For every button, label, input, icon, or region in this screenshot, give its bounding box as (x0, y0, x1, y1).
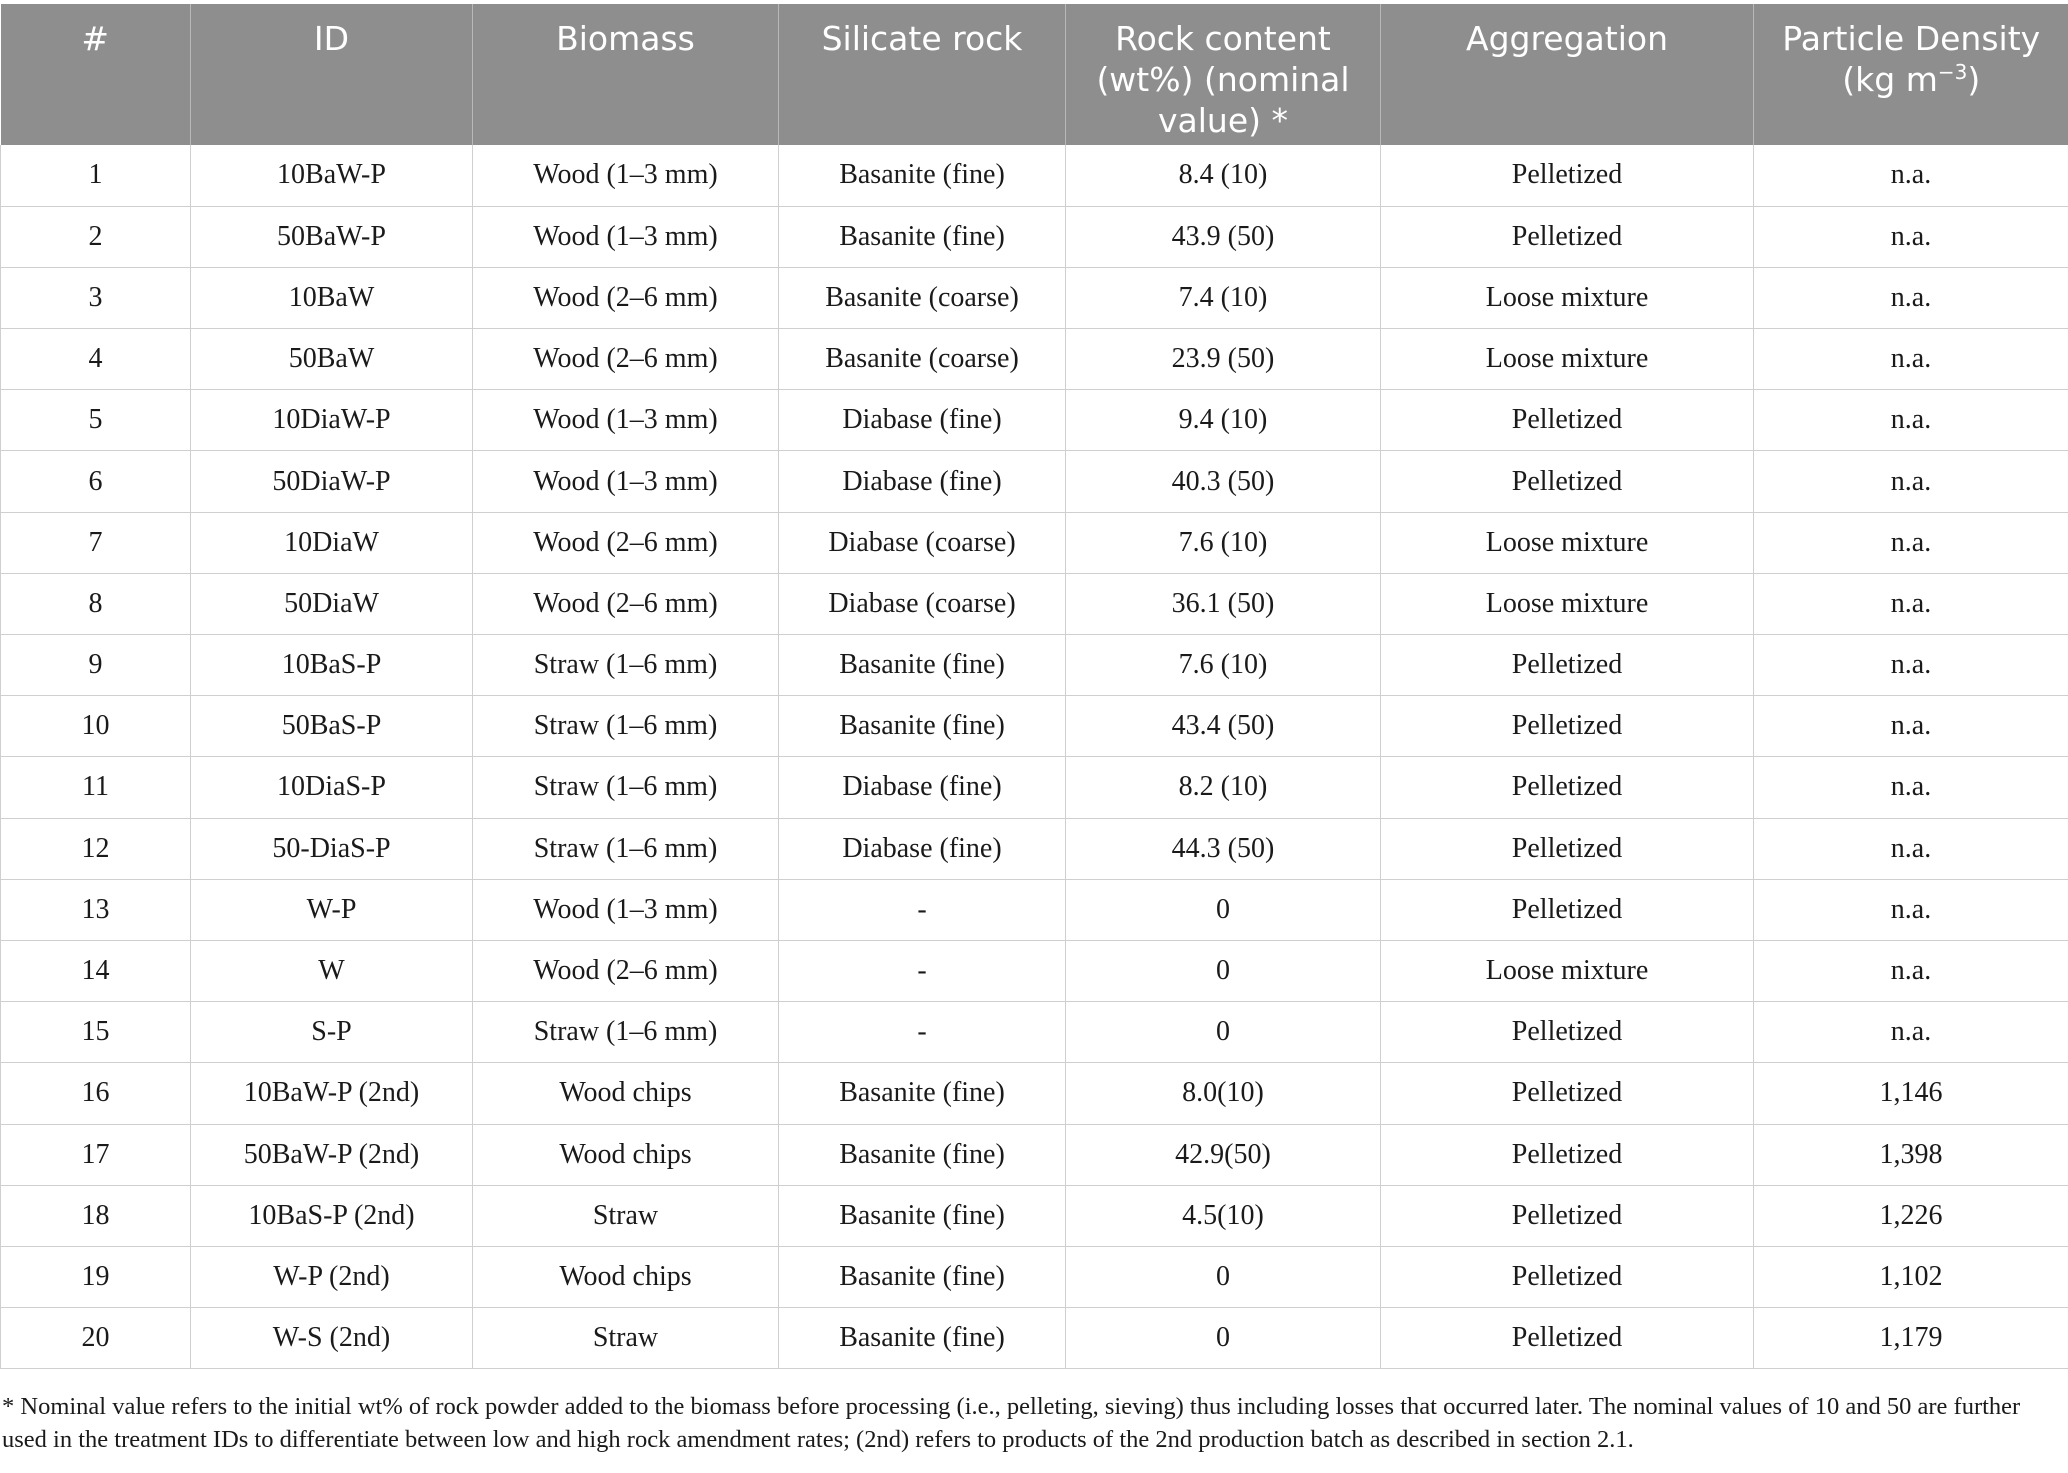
cell-biomass: Straw (1–6 mm) (473, 635, 779, 696)
cell-silicate-rock: Basanite (coarse) (779, 267, 1066, 328)
cell-number: 13 (1, 879, 191, 940)
cell-biomass: Straw (1–6 mm) (473, 818, 779, 879)
cell-particle-density: 1,226 (1754, 1185, 2068, 1246)
cell-aggregation: Pelletized (1381, 451, 1754, 512)
cell-aggregation: Pelletized (1381, 879, 1754, 940)
table-footnote: * Nominal value refers to the initial wt% of rock powder added to the biomass before processing (i.e., pelleting, sieving) thus including losses that occurred later. The nominal values of 10 and 50 are further used in the treatment IDs to differentiate between low and high rock amendment rates; (2nd) refers to products of the 2nd production batch as described in section 2.1. (2, 1393, 2021, 1453)
cell-number: 17 (1, 1124, 191, 1185)
header-number: # (1, 4, 191, 145)
cell-biomass: Wood (2–6 mm) (473, 573, 779, 634)
cell-biomass: Wood chips (473, 1246, 779, 1307)
cell-biomass: Straw (1–6 mm) (473, 757, 779, 818)
cell-particle-density: n.a. (1754, 451, 2068, 512)
table-row (1, 1246, 2068, 1307)
cell-number: 5 (1, 390, 191, 451)
cell-biomass: Wood (2–6 mm) (473, 512, 779, 573)
table-row (1, 757, 2068, 818)
cell-number: 20 (1, 1308, 191, 1369)
cell-rock-content: 8.4 (10) (1066, 145, 1381, 206)
cell-id: S-P (191, 1002, 473, 1063)
cell-particle-density: n.a. (1754, 696, 2068, 757)
cell-rock-content: 4.5(10) (1066, 1185, 1381, 1246)
cell-silicate-rock: Diabase (fine) (779, 390, 1066, 451)
samples-table (0, 4, 2068, 1369)
cell-particle-density: n.a. (1754, 390, 2068, 451)
cell-particle-density: n.a. (1754, 1002, 2068, 1063)
cell-number: 1 (1, 145, 191, 206)
cell-aggregation: Pelletized (1381, 635, 1754, 696)
cell-number: 18 (1, 1185, 191, 1246)
cell-silicate-rock: - (779, 940, 1066, 1001)
cell-aggregation: Pelletized (1381, 390, 1754, 451)
cell-rock-content: 36.1 (50) (1066, 573, 1381, 634)
cell-id: 50BaW-P (2nd) (191, 1124, 473, 1185)
table-row (1, 1063, 2068, 1124)
cell-aggregation: Pelletized (1381, 1308, 1754, 1369)
cell-silicate-rock: Basanite (fine) (779, 1063, 1066, 1124)
cell-particle-density: 1,102 (1754, 1246, 2068, 1307)
cell-particle-density: n.a. (1754, 757, 2068, 818)
cell-number: 15 (1, 1002, 191, 1063)
cell-rock-content: 0 (1066, 1246, 1381, 1307)
cell-id: 50BaS-P (191, 696, 473, 757)
cell-silicate-rock: Diabase (fine) (779, 818, 1066, 879)
table-row (1, 206, 2068, 267)
table-row (1, 818, 2068, 879)
cell-silicate-rock: Diabase (fine) (779, 451, 1066, 512)
cell-silicate-rock: Basanite (fine) (779, 1124, 1066, 1185)
cell-number: 19 (1, 1246, 191, 1307)
table-row (1, 879, 2068, 940)
cell-particle-density: n.a. (1754, 512, 2068, 573)
cell-aggregation: Pelletized (1381, 696, 1754, 757)
table-row (1, 696, 2068, 757)
cell-particle-density: 1,146 (1754, 1063, 2068, 1124)
table-row (1, 635, 2068, 696)
cell-rock-content: 8.0(10) (1066, 1063, 1381, 1124)
table-row (1, 390, 2068, 451)
cell-number: 16 (1, 1063, 191, 1124)
cell-number: 3 (1, 267, 191, 328)
cell-rock-content: 7.6 (10) (1066, 635, 1381, 696)
cell-number: 9 (1, 635, 191, 696)
header-rock-content: Rock content (wt%) (nominal value) * (1066, 4, 1381, 145)
table-body (1, 145, 2068, 1369)
cell-particle-density: 1,179 (1754, 1308, 2068, 1369)
cell-id: 50BaW (191, 329, 473, 390)
cell-id: 50BaW-P (191, 206, 473, 267)
cell-number: 6 (1, 451, 191, 512)
cell-rock-content: 42.9(50) (1066, 1124, 1381, 1185)
cell-biomass: Wood (1–3 mm) (473, 390, 779, 451)
cell-particle-density: n.a. (1754, 329, 2068, 390)
cell-aggregation: Loose mixture (1381, 940, 1754, 1001)
cell-id: 10DiaW-P (191, 390, 473, 451)
table-row (1, 512, 2068, 573)
table-row (1, 1308, 2068, 1369)
cell-rock-content: 43.4 (50) (1066, 696, 1381, 757)
cell-id: W-P (191, 879, 473, 940)
cell-particle-density: n.a. (1754, 940, 2068, 1001)
cell-id: 10DiaW (191, 512, 473, 573)
cell-id: 10BaW (191, 267, 473, 328)
cell-particle-density: n.a. (1754, 145, 2068, 206)
cell-aggregation: Pelletized (1381, 818, 1754, 879)
cell-id: 10BaW-P (191, 145, 473, 206)
cell-particle-density: n.a. (1754, 818, 2068, 879)
cell-particle-density: 1,398 (1754, 1124, 2068, 1185)
table-row (1, 329, 2068, 390)
cell-rock-content: 44.3 (50) (1066, 818, 1381, 879)
cell-silicate-rock: Basanite (fine) (779, 1308, 1066, 1369)
cell-rock-content: 0 (1066, 1308, 1381, 1369)
header-particle-density (1754, 4, 2068, 145)
header-aggregation: Aggregation (1381, 4, 1754, 145)
cell-silicate-rock: Basanite (fine) (779, 206, 1066, 267)
cell-biomass: Straw (1–6 mm) (473, 1002, 779, 1063)
cell-particle-density: n.a. (1754, 573, 2068, 634)
cell-aggregation: Loose mixture (1381, 267, 1754, 328)
table-row (1, 145, 2068, 206)
cell-rock-content: 23.9 (50) (1066, 329, 1381, 390)
cell-aggregation: Pelletized (1381, 1246, 1754, 1307)
cell-id: 50-DiaS-P (191, 818, 473, 879)
cell-biomass: Wood (2–6 mm) (473, 267, 779, 328)
cell-biomass: Wood (2–6 mm) (473, 940, 779, 1001)
cell-rock-content: 7.6 (10) (1066, 512, 1381, 573)
cell-particle-density: n.a. (1754, 206, 2068, 267)
table-row (1, 1185, 2068, 1246)
cell-aggregation: Loose mixture (1381, 512, 1754, 573)
cell-rock-content: 0 (1066, 940, 1381, 1001)
cell-aggregation: Pelletized (1381, 145, 1754, 206)
header-density-text: Particle Density (kg m (1782, 19, 2041, 99)
cell-biomass: Wood (1–3 mm) (473, 206, 779, 267)
cell-number: 11 (1, 757, 191, 818)
cell-silicate-rock: Basanite (fine) (779, 1246, 1066, 1307)
cell-biomass: Wood (1–3 mm) (473, 145, 779, 206)
cell-biomass: Wood chips (473, 1124, 779, 1185)
cell-silicate-rock: Diabase (coarse) (779, 573, 1066, 634)
table-header-row (1, 4, 2068, 145)
cell-biomass: Straw (473, 1185, 779, 1246)
cell-silicate-rock: Basanite (fine) (779, 635, 1066, 696)
cell-biomass: Straw (1–6 mm) (473, 696, 779, 757)
cell-biomass: Wood (2–6 mm) (473, 329, 779, 390)
cell-number: 2 (1, 206, 191, 267)
table-row (1, 573, 2068, 634)
cell-aggregation: Pelletized (1381, 1124, 1754, 1185)
cell-aggregation: Loose mixture (1381, 573, 1754, 634)
header-density-close: ) (1967, 60, 1981, 99)
cell-number: 10 (1, 696, 191, 757)
cell-id: 10BaS-P (191, 635, 473, 696)
cell-silicate-rock: Basanite (fine) (779, 1185, 1066, 1246)
header-density-exponent: −3 (1937, 60, 1968, 84)
table-row (1, 1002, 2068, 1063)
cell-particle-density: n.a. (1754, 879, 2068, 940)
cell-rock-content: 9.4 (10) (1066, 390, 1381, 451)
cell-aggregation: Pelletized (1381, 1063, 1754, 1124)
cell-id: 10BaW-P (2nd) (191, 1063, 473, 1124)
cell-silicate-rock: Diabase (fine) (779, 757, 1066, 818)
cell-number: 8 (1, 573, 191, 634)
cell-rock-content: 0 (1066, 1002, 1381, 1063)
cell-silicate-rock: - (779, 879, 1066, 940)
table-row (1, 267, 2068, 328)
cell-aggregation: Pelletized (1381, 757, 1754, 818)
cell-biomass: Wood chips (473, 1063, 779, 1124)
header-silicate-rock: Silicate rock (779, 4, 1066, 145)
cell-biomass: Wood (1–3 mm) (473, 451, 779, 512)
cell-number: 14 (1, 940, 191, 1001)
cell-particle-density: n.a. (1754, 635, 2068, 696)
cell-number: 12 (1, 818, 191, 879)
table-row (1, 940, 2068, 1001)
table-row (1, 1124, 2068, 1185)
cell-rock-content: 7.4 (10) (1066, 267, 1381, 328)
cell-silicate-rock: - (779, 1002, 1066, 1063)
header-biomass: Biomass (473, 4, 779, 145)
header-id: ID (191, 4, 473, 145)
cell-id: 50DiaW (191, 573, 473, 634)
cell-id: W-P (2nd) (191, 1246, 473, 1307)
cell-biomass: Wood (1–3 mm) (473, 879, 779, 940)
cell-aggregation: Pelletized (1381, 206, 1754, 267)
table-row (1, 451, 2068, 512)
cell-number: 4 (1, 329, 191, 390)
cell-rock-content: 0 (1066, 879, 1381, 940)
cell-id: 10DiaS-P (191, 757, 473, 818)
cell-rock-content: 40.3 (50) (1066, 451, 1381, 512)
cell-aggregation: Pelletized (1381, 1002, 1754, 1063)
cell-silicate-rock: Basanite (fine) (779, 696, 1066, 757)
cell-silicate-rock: Diabase (coarse) (779, 512, 1066, 573)
cell-number: 7 (1, 512, 191, 573)
cell-aggregation: Pelletized (1381, 1185, 1754, 1246)
cell-id: W (191, 940, 473, 1001)
cell-aggregation: Loose mixture (1381, 329, 1754, 390)
cell-id: 50DiaW-P (191, 451, 473, 512)
cell-biomass: Straw (473, 1308, 779, 1369)
cell-id: 10BaS-P (2nd) (191, 1185, 473, 1246)
cell-silicate-rock: Basanite (fine) (779, 145, 1066, 206)
cell-rock-content: 8.2 (10) (1066, 757, 1381, 818)
cell-particle-density: n.a. (1754, 267, 2068, 328)
cell-id: W-S (2nd) (191, 1308, 473, 1369)
cell-rock-content: 43.9 (50) (1066, 206, 1381, 267)
cell-silicate-rock: Basanite (coarse) (779, 329, 1066, 390)
